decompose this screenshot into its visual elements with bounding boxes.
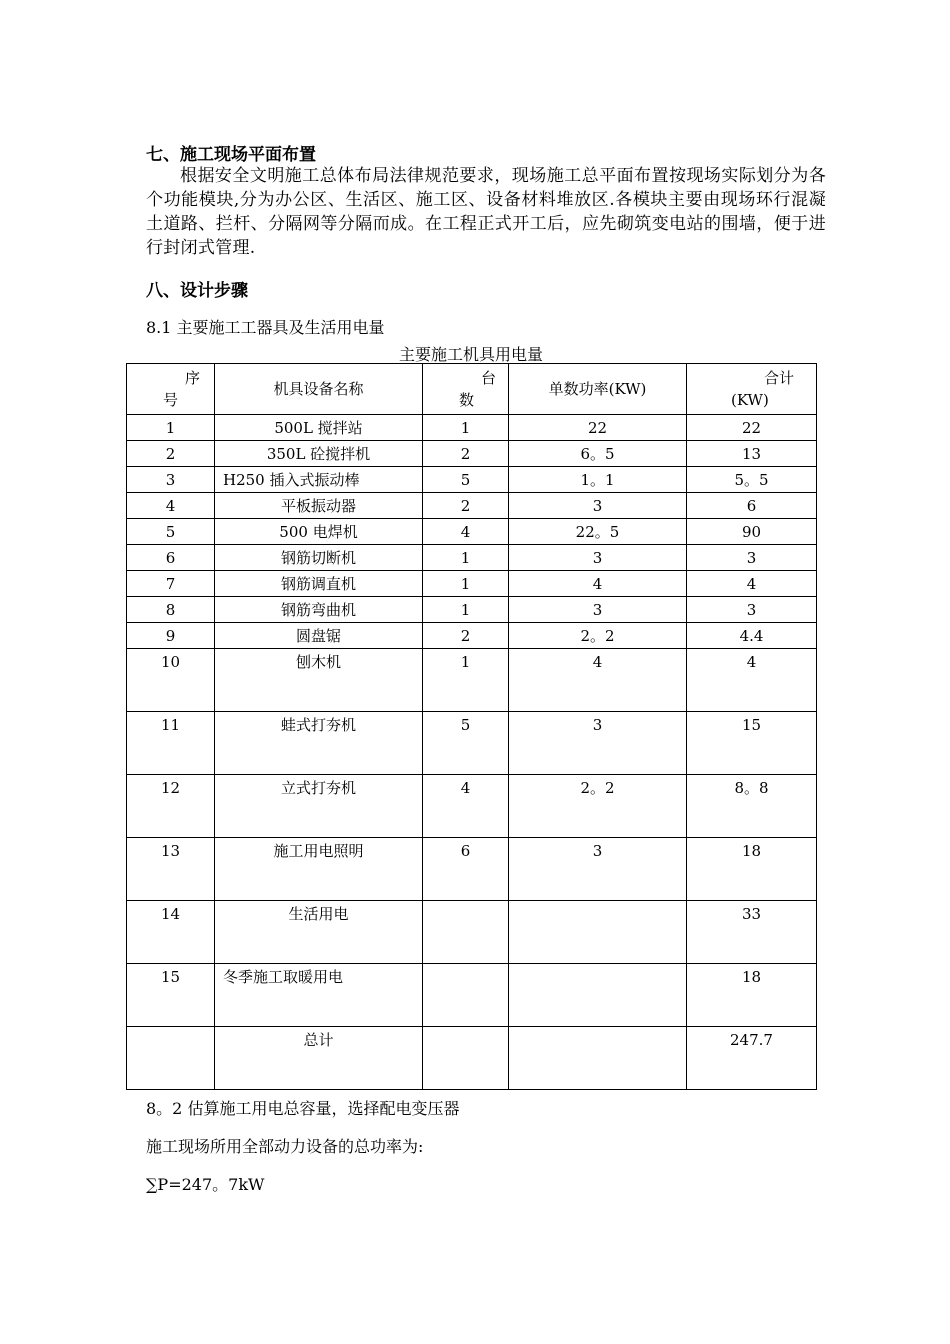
total-power-formula: ∑P=247。7kW (146, 1175, 265, 1194)
header-seq-bottom: 号 (163, 391, 179, 409)
row-count: 5 (423, 712, 509, 775)
table-row (127, 775, 817, 838)
table-row (127, 649, 817, 712)
table-row (127, 441, 817, 467)
row-number: 7 (127, 571, 215, 597)
row-count: 1 (423, 571, 509, 597)
table-row (127, 467, 817, 493)
row-equipment-name: 钢筋切断机 (215, 545, 423, 571)
row-number: 15 (127, 964, 215, 1027)
row-total: 4.4 (687, 623, 817, 649)
row-number: 10 (127, 649, 215, 712)
table-row (127, 838, 817, 901)
table-row (127, 597, 817, 623)
row-equipment-name: H250 插入式振动棒 (215, 467, 423, 493)
sum-label: 总计 (215, 1027, 423, 1090)
row-total: 18 (687, 838, 817, 901)
table-sum-row (127, 1027, 817, 1090)
row-equipment-name: 钢筋调直机 (215, 571, 423, 597)
row-total: 4 (687, 649, 817, 712)
row-total: 3 (687, 545, 817, 571)
row-number: 11 (127, 712, 215, 775)
row-equipment-name: 500 电焊机 (215, 519, 423, 545)
row-unit-power: 2。2 (509, 623, 687, 649)
row-count: 4 (423, 775, 509, 838)
row-unit-power: 4 (509, 649, 687, 712)
sum-value: 247.7 (687, 1027, 817, 1090)
row-count: 6 (423, 838, 509, 901)
row-number: 12 (127, 775, 215, 838)
row-unit-power: 3 (509, 712, 687, 775)
header-count-top: 台 (480, 369, 496, 387)
row-equipment-name: 生活用电 (215, 901, 423, 964)
row-count: 5 (423, 467, 509, 493)
row-equipment-name: 350L 砼搅拌机 (215, 441, 423, 467)
row-unit-power: 22。5 (509, 519, 687, 545)
row-number: 1 (127, 415, 215, 441)
table-row (127, 415, 817, 441)
row-equipment-name: 立式打夯机 (215, 775, 423, 838)
table-caption: 主要施工机具用电量 (398, 345, 543, 364)
row-equipment-name: 蛙式打夯机 (215, 712, 423, 775)
row-total: 6 (687, 493, 817, 519)
row-total: 15 (687, 712, 817, 775)
row-total: 22 (687, 415, 817, 441)
row-number: 8 (127, 597, 215, 623)
section-8-heading: 八、设计步骤 (146, 281, 248, 301)
row-unit-power: 4 (509, 571, 687, 597)
section-7-body: 根据安全文明施工总体布局法律规范要求，现场施工总平面布置按现场实际划分为各个功能模块,分为办公区、生活区、施工区、设备材料堆放区.各模块主要由现场环行混凝土道路、拦杆、分隔网等分隔而成。在工程正式开工后，应先砌筑变电站的围墙，便于进行封闭式管理. (146, 166, 826, 258)
row-total: 13 (687, 441, 817, 467)
table-row (127, 493, 817, 519)
row-unit-power: 1。1 (509, 467, 687, 493)
row-unit-power (509, 901, 687, 964)
row-number: 6 (127, 545, 215, 571)
table-row (127, 712, 817, 775)
table-row (127, 519, 817, 545)
row-number: 5 (127, 519, 215, 545)
row-count: 2 (423, 493, 509, 519)
header-count-bottom: 数 (459, 391, 475, 409)
row-total: 4 (687, 571, 817, 597)
header-seq-top: 序 (184, 369, 200, 387)
row-number: 3 (127, 467, 215, 493)
table-row (127, 964, 817, 1027)
header-count (423, 364, 509, 415)
row-number: 13 (127, 838, 215, 901)
row-unit-power: 3 (509, 545, 687, 571)
sum-empty-4 (509, 1027, 687, 1090)
row-number: 2 (127, 441, 215, 467)
row-count: 2 (423, 441, 509, 467)
row-equipment-name: 冬季施工取暖用电 (215, 964, 423, 1027)
power-table (126, 363, 817, 1090)
row-unit-power: 6。5 (509, 441, 687, 467)
row-total: 33 (687, 901, 817, 964)
row-unit-power (509, 964, 687, 1027)
row-equipment-name: 500L 搅拌站 (215, 415, 423, 441)
row-equipment-name: 平板振动器 (215, 493, 423, 519)
header-total (687, 364, 817, 415)
row-unit-power: 3 (509, 597, 687, 623)
row-equipment-name: 刨木机 (215, 649, 423, 712)
row-count: 4 (423, 519, 509, 545)
row-number: 9 (127, 623, 215, 649)
table-row (127, 545, 817, 571)
row-unit-power: 2。2 (509, 775, 687, 838)
row-number: 14 (127, 901, 215, 964)
row-total: 3 (687, 597, 817, 623)
sum-empty-1 (127, 1027, 215, 1090)
subsection-8-1: 8.1 主要施工工器具及生活用电量 (146, 318, 385, 337)
row-count: 1 (423, 597, 509, 623)
row-number: 4 (127, 493, 215, 519)
row-total: 18 (687, 964, 817, 1027)
table-row (127, 571, 817, 597)
header-total-top: 合计 (763, 369, 794, 387)
sum-empty-3 (423, 1027, 509, 1090)
row-equipment-name: 圆盘锯 (215, 623, 423, 649)
section-7-heading: 七、施工现场平面布置 (146, 145, 316, 165)
table-row (127, 901, 817, 964)
row-equipment-name: 施工用电照明 (215, 838, 423, 901)
row-count (423, 901, 509, 964)
row-equipment-name: 钢筋弯曲机 (215, 597, 423, 623)
header-power: 单数功率(KW) (509, 364, 687, 415)
row-total: 8。8 (687, 775, 817, 838)
table-header-row (127, 364, 817, 415)
row-count: 2 (423, 623, 509, 649)
row-count: 1 (423, 649, 509, 712)
row-total: 5。5 (687, 467, 817, 493)
row-unit-power: 3 (509, 838, 687, 901)
row-unit-power: 3 (509, 493, 687, 519)
table-row (127, 623, 817, 649)
header-name: 机具设备名称 (215, 364, 423, 415)
row-count (423, 964, 509, 1027)
row-total: 90 (687, 519, 817, 545)
total-power-description: 施工现场所用全部动力设备的总功率为: (146, 1137, 424, 1156)
row-count: 1 (423, 415, 509, 441)
row-unit-power: 22 (509, 415, 687, 441)
row-count: 1 (423, 545, 509, 571)
subsection-8-2: 8。2 估算施工用电总容量，选择配电变压器 (146, 1099, 460, 1118)
header-seq (127, 364, 215, 415)
header-total-bottom: (KW) (731, 391, 769, 409)
